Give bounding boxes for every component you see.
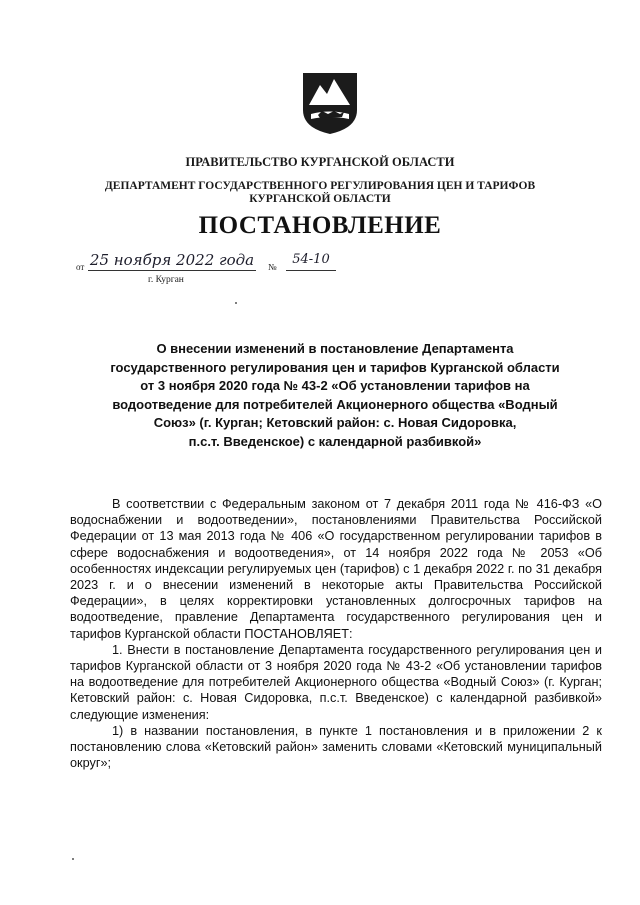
coat-of-arms-emblem xyxy=(300,70,360,136)
document-title: ПОСТАНОВЛЕНИЕ xyxy=(198,212,442,239)
document-subject xyxy=(70,340,600,451)
subject-line: водоотведение для потребителей Акционерного общества «Водный xyxy=(112,396,558,412)
document-date: 25 ноября 2022 года xyxy=(89,251,255,269)
date-label: от xyxy=(76,262,85,272)
government-name: ПРАВИТЕЛЬСТВО КУРГАНСКОЙ ОБЛАСТИ xyxy=(185,155,455,169)
body-paragraph: 1) в названии постановления, в пункте 1 постановления и в приложении 2 к постановлению слова «Кетовский район» заменить словами «Кетовский муниципальный округ»; xyxy=(70,723,602,771)
document-city: г. Курган xyxy=(148,275,184,285)
document-number: 54-10 xyxy=(286,250,336,271)
scan-speck xyxy=(72,858,74,860)
subject-line: О внесении изменений в постановление Департамента xyxy=(156,341,514,356)
number-label: № xyxy=(268,262,277,272)
subject-line: от 3 ноября 2020 года № 43-2 «Об установлении тарифов на xyxy=(140,378,530,393)
scan-speck xyxy=(235,302,237,304)
subject-line: п.с.т. Введенское) с календарной разбивкой» xyxy=(188,433,482,449)
department-name-line1: ДЕПАРТАМЕНТ ГОСУДАРСТВЕННОГО РЕГУЛИРОВАНИЯ ЦЕН И ТАРИФОВ xyxy=(104,180,536,192)
subject-line: государственного регулирования цен и тарифов Курганской области xyxy=(110,359,560,375)
subject-line: Союз» (г. Курган; Кетовский район: с. Новая Сидоровка, xyxy=(153,415,517,430)
body-paragraph: 1. Внести в постановление Департамента государственного регулирования цен и тарифов Курганской области от 3 ноября 2020 года № 43-2 «Об установлении тарифов на водоотведение для потребителей Акционерного общества «Водный Союз» (г. Курган; Кетовский район: с. Новая Сидоровка, п.с.т. Введенское) с календарной разбивкой» следующие изменения: xyxy=(70,642,602,722)
department-name xyxy=(0,180,640,206)
body-paragraph: В соответствии с Федеральным законом от 7 декабря 2011 года № 416-ФЗ «О водоснабжении и водоотведении», постановлениями Правительства Российской Федерации от 13 мая 2013 года № 406 «О государственном регулировании тарифов в сфере водоснабжения и водоотведения», от 14 ноября 2022 года № 2053 «Об особенностях индексации регулируемых цен (тарифов) с 1 декабря 2022 г. по 31 декабря 2023 г. и о внесении изменений в некоторые акты Правительства Российской Федерации», в целях корректировки установленных долгосрочных тарифов на водоотведение, правление Департамента государственного регулирования цен и тарифов Курганской области ПОСТАНОВЛЯЕТ: xyxy=(70,497,602,641)
document-body xyxy=(70,496,602,771)
department-name-line2: КУРГАНСКОЙ ОБЛАСТИ xyxy=(249,193,391,205)
